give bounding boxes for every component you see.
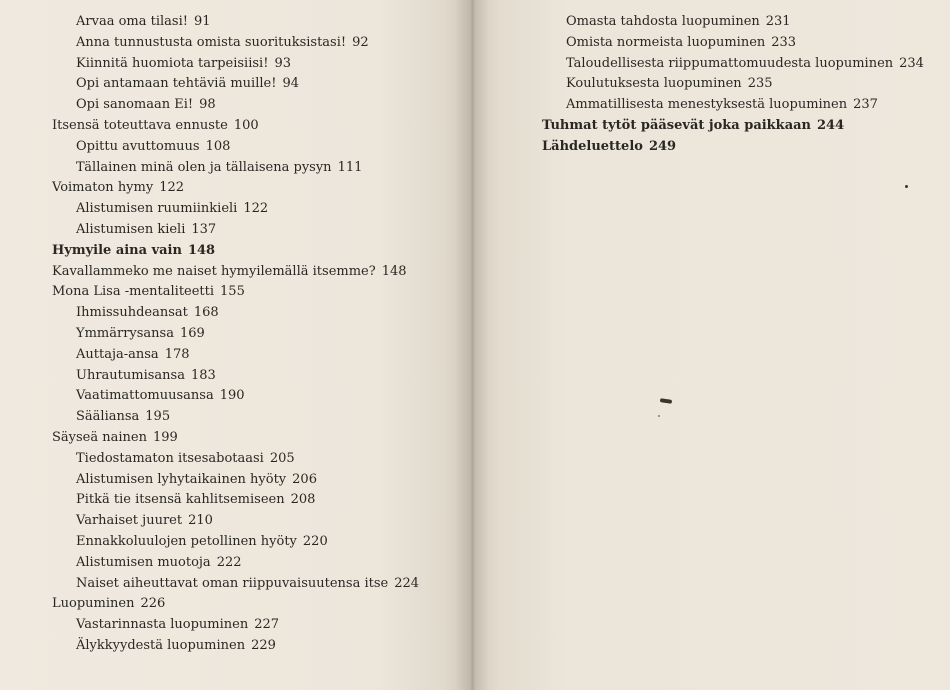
toc-entry-title: Taloudellisesta riippumattomuudesta luopuminen — [566, 55, 894, 71]
toc-entry-title: Alistumisen ruumiinkieli — [76, 201, 238, 217]
toc-entry-title: Lähdeluettelo — [542, 138, 643, 154]
toc-entry-title: Älykkyydestä luopuminen — [76, 637, 246, 653]
toc-entry-page-number: 224 — [394, 575, 420, 591]
toc-entry-page-number: 233 — [771, 34, 797, 50]
toc-entry-title: Pitkä tie itsensä kahlitsemiseen — [76, 492, 285, 508]
toc-entry — [52, 116, 419, 137]
toc-entry-page-number: 148 — [187, 242, 216, 258]
toc-entry-page-number: 220 — [302, 533, 328, 549]
toc-entry-title: Arvaa oma tilasi! — [76, 14, 188, 29]
toc-entry — [52, 241, 419, 262]
toc-entry-title: Kiinnitä huomiota tarpeisiisi! — [76, 55, 269, 71]
toc-entry-page-number: 178 — [164, 346, 190, 362]
toc-entry — [52, 74, 419, 95]
toc-entry-page-number: 235 — [747, 76, 773, 92]
toc-entry — [52, 511, 419, 532]
toc-entry-title: Koulutuksesta luopuminen — [566, 76, 742, 92]
toc-entry — [52, 386, 419, 407]
toc-entry-title: Omista normeista luopuminen — [566, 34, 766, 50]
toc-entry-title: Varhaiset juuret — [76, 513, 183, 529]
toc-entry — [52, 345, 419, 366]
ink-speck — [660, 398, 672, 404]
toc-entry-page-number: 249 — [648, 138, 677, 154]
ink-speck — [658, 415, 660, 417]
toc-entry-page-number: 94 — [282, 76, 299, 92]
toc-entry-title: Opi antamaan tehtäviä muille! — [76, 76, 277, 92]
toc-entry-page-number: 199 — [152, 429, 178, 445]
toc-entry — [52, 636, 419, 657]
toc-entry-title: Naiset aiheuttavat oman riippuvaisuutensa itse — [76, 575, 389, 591]
toc-entry — [52, 262, 419, 283]
toc-entry-title: Alistumisen lyhytaikainen hyöty — [76, 471, 287, 487]
toc-entry-title: Itsensä toteuttava ennuste — [52, 117, 228, 133]
toc-entry-title: Tiedostamaton itsesabotaasi — [76, 450, 264, 466]
toc-entry — [52, 178, 419, 199]
ink-speck — [905, 185, 908, 188]
toc-entry-title: Opittu avuttomuus — [76, 138, 200, 154]
toc-entry-page-number: 137 — [191, 221, 217, 237]
toc-entry-page-number: 111 — [337, 159, 363, 175]
toc-entry-page-number: 92 — [352, 34, 369, 50]
toc-entry-page-number: 208 — [290, 492, 316, 508]
toc-entry-page-number: 229 — [251, 637, 276, 653]
toc-entry — [52, 324, 419, 345]
toc-entry-page-number: 183 — [190, 367, 216, 383]
toc-entry-title: Mona Lisa -mentaliteetti — [52, 284, 215, 300]
toc-entry — [52, 615, 419, 636]
toc-entry-title: Ymmärrysansa — [76, 325, 174, 341]
toc-entry-title: Tällainen minä olen ja tällaisena pysyn — [76, 159, 332, 175]
toc-entry-page-number: 98 — [199, 97, 216, 113]
toc-list-left — [52, 12, 419, 657]
toc-entry — [542, 137, 924, 158]
toc-entry-title: Anna tunnustusta omista suorituksistasi! — [76, 34, 347, 50]
toc-entry-title: Hymyile aina vain — [52, 242, 182, 258]
toc-entry-title: Ihmissuhdeansat — [76, 305, 188, 321]
toc-entry-page-number: 234 — [899, 55, 924, 71]
toc-entry-page-number: 190 — [219, 388, 245, 404]
toc-entry-page-number: 227 — [254, 617, 280, 633]
toc-entry-title: Omasta tahdosta luopuminen — [566, 14, 760, 29]
toc-entry — [52, 553, 419, 574]
toc-entry-title: Kavallammeko me naiset hymyilemällä itsemme? — [52, 263, 376, 279]
toc-entry-page-number: 91 — [193, 14, 211, 29]
toc-entry — [542, 12, 924, 33]
toc-entry — [52, 282, 419, 303]
toc-entry-page-number: 155 — [220, 284, 245, 300]
toc-entry-page-number: 210 — [188, 513, 213, 529]
toc-entry-title: Luopuminen — [52, 596, 135, 612]
toc-entry-title: Tuhmat tytöt pääsevät joka paikkaan — [542, 117, 811, 133]
toc-entry-page-number: 169 — [179, 325, 205, 341]
toc-entry — [52, 532, 419, 553]
toc-entry-title: Ennakkoluulojen petollinen hyöty — [76, 533, 297, 549]
toc-entry — [52, 95, 419, 116]
toc-entry — [52, 199, 419, 220]
toc-entry-page-number: 222 — [216, 554, 242, 570]
right-page — [472, 0, 950, 690]
toc-entry-page-number: 231 — [765, 14, 791, 29]
toc-entry — [52, 303, 419, 324]
toc-entry — [542, 116, 924, 137]
toc-entry — [542, 74, 924, 95]
toc-entry — [52, 574, 419, 595]
toc-entry-title: Opi sanomaan Ei! — [76, 97, 194, 113]
toc-entry — [52, 137, 419, 158]
toc-entry — [52, 158, 419, 179]
toc-entry-title: Ammatillisesta menestyksestä luopuminen — [566, 97, 848, 113]
toc-entry — [52, 220, 419, 241]
toc-entry-page-number: 226 — [140, 596, 166, 612]
toc-entry — [542, 33, 924, 54]
toc-entry — [52, 470, 419, 491]
toc-entry-title: Sääliansa — [76, 409, 140, 425]
toc-entry-page-number: 168 — [193, 305, 219, 321]
toc-entry — [52, 490, 419, 511]
toc-entry-title: Vaatimattomuusansa — [76, 388, 214, 404]
toc-entry-page-number: 100 — [233, 117, 259, 133]
toc-entry-page-number: 205 — [269, 450, 295, 466]
toc-list-right — [542, 12, 924, 158]
toc-entry — [542, 54, 924, 75]
toc-entry — [52, 12, 419, 33]
toc-entry — [52, 428, 419, 449]
toc-entry — [52, 33, 419, 54]
toc-entry — [52, 449, 419, 470]
toc-entry — [542, 95, 924, 116]
toc-entry-page-number: 206 — [292, 471, 317, 487]
toc-entry-page-number: 195 — [145, 409, 171, 425]
toc-entry-page-number: 108 — [205, 138, 231, 154]
toc-entry-page-number: 93 — [274, 55, 291, 71]
left-page — [0, 0, 472, 690]
toc-entry-title: Säyseä nainen — [52, 429, 147, 445]
toc-entry — [52, 407, 419, 428]
toc-entry-page-number: 244 — [817, 117, 845, 133]
toc-entry-title: Auttaja-ansa — [76, 346, 159, 362]
toc-entry-page-number: 237 — [853, 97, 878, 113]
toc-entry-page-number: 148 — [381, 263, 407, 279]
toc-entry — [52, 366, 419, 387]
toc-entry-title: Alistumisen kieli — [76, 221, 186, 237]
toc-entry-page-number: 122 — [243, 201, 269, 217]
toc-entry-title: Uhrautumisansa — [76, 367, 185, 383]
toc-entry-title: Voimaton hymy — [52, 180, 154, 196]
toc-entry-title: Alistumisen muotoja — [76, 554, 211, 570]
toc-entry-page-number: 122 — [159, 180, 185, 196]
toc-entry — [52, 594, 419, 615]
toc-entry-title: Vastarinnasta luopuminen — [76, 617, 249, 633]
toc-entry — [52, 54, 419, 75]
